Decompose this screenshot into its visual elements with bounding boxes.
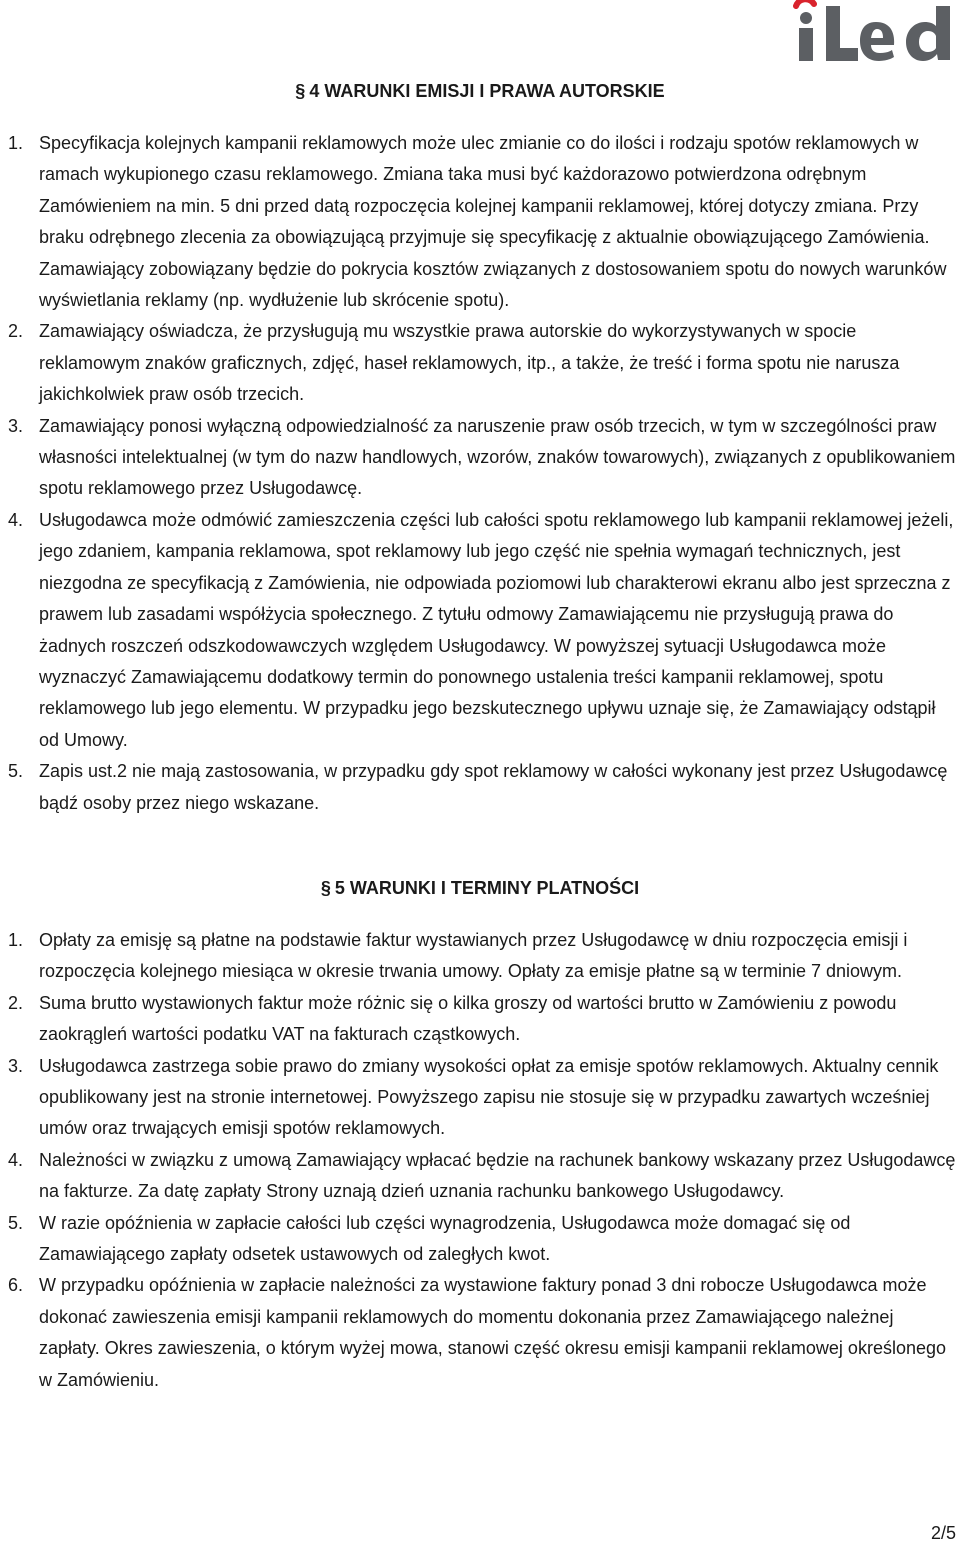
logo-i-stem [799, 28, 813, 61]
list-item [0, 316, 960, 410]
logo-e [860, 22, 894, 61]
section-5-list [0, 925, 960, 1396]
logo-red-arc [796, 0, 814, 6]
item-text: Zamawiający ponosi wyłączną odpowiedzialność za naruszenie praw osób trzecich, w tym w szczególności praw własności intelektualnej (w tym do nazw handlowych, wzorów, znaków towarowych), związanych z opublikowaniem spotu reklamowego przez Usługodawcę. [39, 415, 956, 499]
item-text: Opłaty za emisję są płatne na podstawie faktur wystawianych przez Usługodawcę w dniu rozpoczęcia emisji i rozpoczęcia kolejnego miesiąca w okresie trwania umowy. Opłaty za emisje płatne są w terminie 7 dniowym. [39, 930, 908, 982]
section-4-title-text: 4 WARUNKI EMISJI I PRAWA AUTORSKIE [309, 81, 665, 101]
list-item [0, 756, 960, 819]
section-5-title-text: 5 WARUNKI I TERMINY PLATNOŚCI [334, 878, 640, 898]
item-text: Usługodawca zastrzega sobie prawo do zmiany wysokości opłat za emisje spotów reklamowych. Aktualny cennik opublikowany jest na stronie internetowej. Powyższego zapisu nie stosuje się w przypadku zawartych wcześniej umów oraz trwających emisji spotów reklamowych. [39, 1055, 939, 1139]
item-number: 3. [8, 415, 24, 436]
item-number: 2. [8, 992, 24, 1013]
item-text: Specyfikacja kolejnych kampanii reklamowych może ulec zmianie co do ilości i rodzaju spotów reklamowych w ramach wykupionego czasu reklamowego. Zmiana taka musi być każdorazowo potwierdzona odrębnym Zamówieniem na min. 5 dni przed datą rozpoczęcia kolejnej kampanii reklamowej, której dotyczy zmiana. Przy braku odrębnego zlecenia za obowiązującą przyjmuje się specyfikację z aktualnie obowiązującego Zamówienia. Zamawiający zobowiązany będzie do pokrycia kosztów związanych z dostosowaniem spotu do nowych warunków wyświetlania reklamy (np. wydłużenie lub skrócenie spotu). [39, 133, 947, 311]
logo-dot [800, 12, 812, 24]
list-item [0, 505, 960, 756]
iled-logo-graphic [786, 0, 958, 66]
logo-l-foot [826, 48, 858, 61]
list-item [0, 128, 960, 316]
list-item [0, 1208, 960, 1271]
list-item [0, 1270, 960, 1396]
item-number: 1. [8, 930, 24, 950]
logo-d [906, 6, 950, 61]
item-number: 3. [8, 1055, 24, 1076]
section-mark: § [295, 81, 306, 101]
item-number: 6. [8, 1275, 24, 1296]
section-mark: § [320, 878, 331, 898]
item-text: Suma brutto wystawionych faktur może różnic się o kilka groszy od wartości brutto w Zamówieniu z powodu zaokrągleń wartości podatku VAT na fakturach cząstkowych. [39, 992, 897, 1045]
item-number: 5. [8, 761, 24, 782]
item-text: Należności w związku z umową Zamawiający wpłacać będzie na rachunek bankowy wskazany przez Usługodawcę na fakturze. Za datę zapłaty Strony uznają dzień uznania rachunku bankowego Usługodawcy. [39, 1149, 956, 1202]
item-text: Usługodawca może odmówić zamieszczenia części lub całości spotu reklamowego lub kampanii reklamowej jeżeli, jego zdaniem, kampania reklamowa, spot reklamowy lub jego część nie spełnia wymagań technicznych, jest niezgodna ze specyfikacją z Zamówienia, nie odpowiada poziomowi lub charakterowi ekranu albo jest sprzeczna z prawem lub zasadami współżycia społecznego. Z tytułu odmowy Zamawiającemu nie przysługują prawa do żadnych roszczeń odszkodowawczych względem Usługodawcy. W powyższej sytuacji Usługodawca może wyznaczyć Zamawiającemu dodatkowy termin do ponownego ustalenia treści kampanii reklamowej, spotu reklamowego lub jego elementu. W przypadku jego bezskutecznego upływu uznaje się, że Zamawiający odstąpił od Umowy. [39, 509, 954, 750]
item-text: Zapis ust.2 nie mają zastosowania, w przypadku gdy spot reklamowy w całości wykonany jest przez Usługodawcę bądź osoby przez niego wskazane. [39, 761, 948, 813]
item-number: 4. [8, 509, 24, 530]
list-item [0, 925, 960, 988]
section-4-title [0, 79, 960, 103]
item-number: 4. [8, 1149, 24, 1170]
page-number: 2/5 [930, 1523, 956, 1543]
item-number: 5. [8, 1212, 24, 1233]
item-text: Zamawiający oświadcza, że przysługują mu wszystkie prawa autorskie do wykorzystywanych w spocie reklamowym znaków graficznych, zdjęć, haseł reklamowych, itp., a także, że treść i forma spotu nie narusza jakichkolwiek praw osób trzecich. [39, 321, 900, 405]
list-item [0, 411, 960, 505]
section-4-list [0, 128, 960, 819]
iled-logo [786, 0, 958, 66]
item-text: W przypadku opóźnienia w zapłacie należności za wystawione faktury ponad 3 dni robocze Usługodawca może dokonać zawieszenia emisji kampanii reklamowych do momentu dokonania przez Zamawiającego należnej zapłaty. Okres zawieszenia, o którym wyżej mowa, stanowi część okresu emisji kampanii reklamowej określonego w Zamówieniu. [39, 1275, 947, 1390]
list-item [0, 1051, 960, 1145]
item-number: 2. [8, 321, 24, 342]
section-5-title [0, 876, 960, 900]
list-item [0, 988, 960, 1051]
list-item [0, 1145, 960, 1208]
item-number: 1. [8, 133, 24, 153]
item-text: W razie opóźnienia w zapłacie całości lub części wynagrodzenia, Usługodawca może domagać się od Zamawiającego zapłaty odsetek ustawowych od zaległych kwot. [39, 1212, 851, 1265]
